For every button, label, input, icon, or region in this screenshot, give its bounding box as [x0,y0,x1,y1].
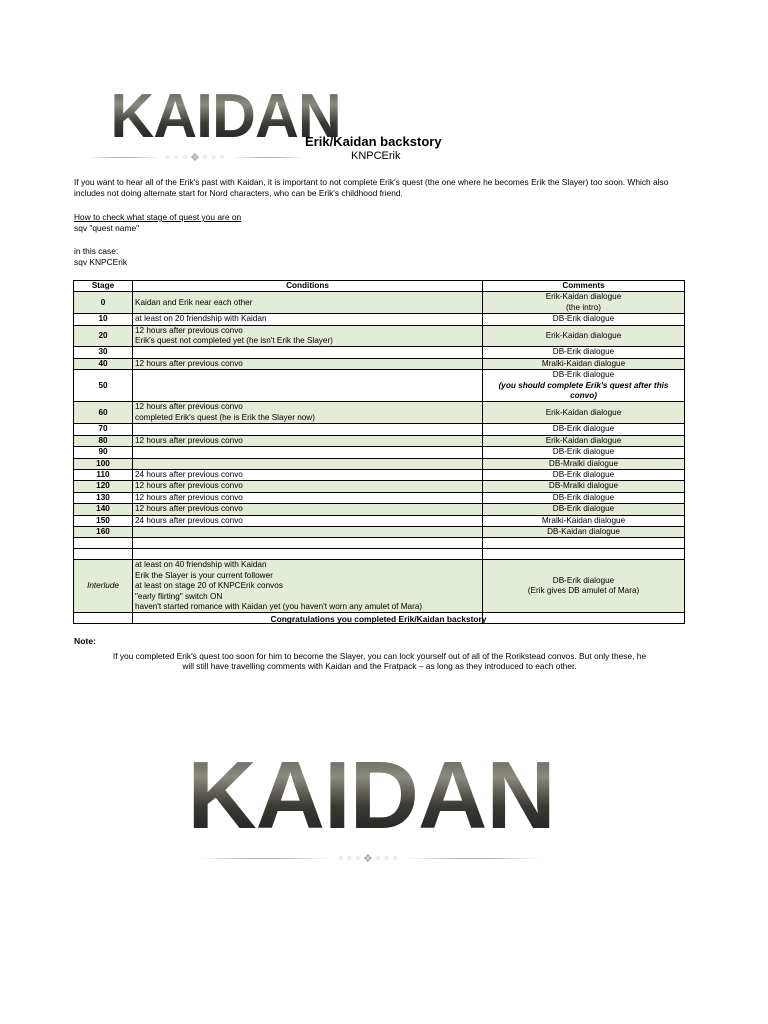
comments-cell: DB-Mralki dialogue [483,458,685,469]
comments-cell: DB-Erik dialogue [483,504,685,515]
conditions-cell: 24 hours after previous convo [133,469,483,480]
page-title: Erik/Kaidan backstory [305,134,442,149]
table-row [74,515,685,526]
case-command: sqv KNPCErik [74,257,128,267]
stage-cell: 100 [74,458,133,469]
table-row [74,469,685,480]
stage-cell: 70 [74,424,133,435]
note-body [74,651,685,672]
ornament-divider-top [88,150,304,164]
condition-line: at least on 40 friendship with Kaidan [135,560,267,570]
ornament-line-right [233,157,304,158]
condition-line: "early flirting" switch ON [135,591,223,601]
condition-line: haven't started romance with Kaidan yet (you haven't worn any amulet of Mara) [135,601,423,611]
ornament-divider-bottom [196,850,542,866]
table-row [74,481,685,492]
howto-command: sqv "quest name" [74,223,140,233]
conditions-cell: 24 hours after previous convo [133,515,483,526]
stage-cell: 40 [74,358,133,369]
comments-cell: DB-Erik dialogue [483,314,685,325]
table-row [74,292,685,314]
condition-line: Erik the Slayer is your current follower [135,570,273,580]
conditions-cell [133,424,483,435]
comment-line: DB-Erik dialogue [552,575,615,585]
condition-line: at least on stage 20 of KNPCErik convos [135,581,283,591]
table-row [74,325,685,347]
comment-emphasis: (you should complete Erik's quest after this convo) [498,380,669,401]
comments-cell: DB-Erik dialogue [483,447,685,458]
conditions-cell [133,458,483,469]
comments-cell: Erik-Kaidan dialogue [483,402,685,424]
comments-cell: Erik-Kaidan dialogue [483,325,685,347]
comment-line: Erik-Kaidan dialogue [545,292,622,302]
condition-line: Kaidan and Erik near each other [135,297,253,307]
header-stage: Stage [74,281,133,292]
comments-cell: Mralki-Kaidan dialogue [483,358,685,369]
stage-cell: 30 [74,347,133,358]
note-line: If you completed Erik's quest too soon for him to become the Slayer, you can lock yourself out of all of the Rorikstead convos. But only these, he [112,651,647,661]
stage-cell: 50 [74,370,133,402]
comments-cell: DB-Erik dialogue [483,469,685,480]
stage-cell: 120 [74,481,133,492]
comment-line: DB-Erik dialogue [552,370,615,380]
page-subtitle: KNPCErik [351,150,401,162]
conditions-cell [133,347,483,358]
conditions-cell [133,325,483,347]
condition-line: 12 hours after previous convo [135,402,243,412]
comments-cell: Mralki-Kaidan dialogue [483,515,685,526]
intro-paragraph: If you want to hear all of the Erik's past with Kaidan, it is important to not complete Erik's quest (the one where he becomes Erik the Slayer) too soon. Which also includes not doing alternate start for Nord characters, who can be Erik's childhood friend. [74,177,669,198]
comments-cell: Erik-Kaidan dialogue [483,435,685,446]
comment-line: (the intro) [565,302,602,312]
conditions-cell [133,447,483,458]
table-row [74,504,685,515]
table-row [74,358,685,369]
table-row [74,370,685,402]
comments-cell: DB-Kaidan dialogue [483,526,685,537]
table-row [74,492,685,503]
conditions-cell [133,370,483,402]
stage-cell: 20 [74,325,133,347]
conditions-cell [133,402,483,424]
conditions-cell: 12 hours after previous convo [133,435,483,446]
table-row-empty [74,549,685,560]
conditions-cell: 12 hours after previous convo [133,481,483,492]
table-row [74,435,685,446]
table-row [74,347,685,358]
ornament-line-right [406,858,542,859]
logo-text: KAIDAN [187,742,555,849]
stage-cell: 150 [74,515,133,526]
ornament-line-left [88,157,159,158]
table-row [74,314,685,325]
conditions-cell: 12 hours after previous convo [133,504,483,515]
table-row [74,447,685,458]
comments-cell: DB-Erik dialogue [483,492,685,503]
header-conditions: Conditions [133,281,483,292]
kaidan-logo-bottom [187,742,555,849]
stage-cell: 80 [74,435,133,446]
comments-cell: DB-Erik dialogue [483,347,685,358]
stage-cell: 0 [74,292,133,314]
note-line: will still have travelling comments with Kaidan and the Fratpack – as long as they introduced to each other. [182,661,577,672]
case-label: in this case: [74,246,119,256]
comments-cell [483,560,685,613]
condition-line: Erik's quest not completed yet (he isn't Erik the Slayer) [135,336,333,346]
stage-cell: 60 [74,402,133,424]
conditions-cell [133,560,483,613]
logo-text: KAIDAN [110,82,341,151]
condition-line: 12 hours after previous convo [135,325,243,335]
stage-cell: Interlude [74,560,133,613]
stage-cell: 140 [74,504,133,515]
comments-cell [483,292,685,314]
conditions-cell: 12 hours after previous convo [133,358,483,369]
header-comments: Comments [483,281,685,292]
table-row [74,424,685,435]
stage-cell: 10 [74,314,133,325]
stage-cell: 110 [74,469,133,480]
stage-cell: 160 [74,526,133,537]
note-heading: Note: [74,636,96,646]
conditions-cell: 12 hours after previous convo [133,492,483,503]
comments-cell [483,370,685,402]
table-header-row [74,281,685,292]
comments-cell: DB-Mralki dialogue [483,481,685,492]
ornament-line-left [196,858,332,859]
table-row-interlude [74,560,685,613]
comments-cell: DB-Erik dialogue [483,424,685,435]
conditions-cell: at least on 20 friendship with Kaidan [133,314,483,325]
ornament-flourish-icon: ◦◦◦❖◦◦◦ [337,851,401,865]
conditions-cell [133,292,483,314]
comment-line: (Erik gives DB amulet of Mara) [527,586,640,596]
table-row [74,402,685,424]
stage-cell: 90 [74,447,133,458]
condition-line: completed Erik's quest (he is Erik the Slayer now) [135,412,315,422]
table-row-empty [74,538,685,549]
conditions-cell [133,526,483,537]
howto-heading: How to check what stage of quest you are on [74,212,242,222]
table-row [74,526,685,537]
stage-cell: 130 [74,492,133,503]
ornament-flourish-icon: ◦◦◦❖◦◦◦ [164,150,228,164]
table-footer-congratulations: Congratulations you completed Erik/Kaidan backstory [270,614,487,624]
quest-stage-table [73,280,685,624]
table-row [74,458,685,469]
